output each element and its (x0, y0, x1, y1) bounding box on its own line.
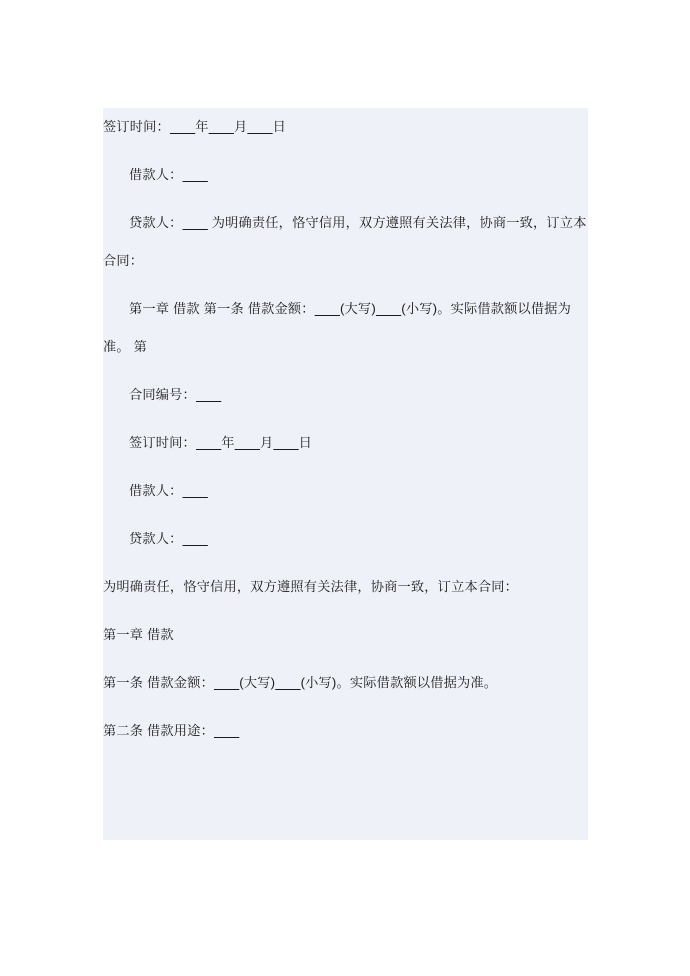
paragraph-block (103, 712, 588, 750)
paragraph-block (103, 376, 588, 414)
paragraph-article-one: 第一条 借款金额： (大写) (小写)。实际借款额以借据为准。 (103, 675, 498, 690)
paragraph-chapter-one-title: 第一章 借款 (103, 627, 174, 642)
fill-in-blank (196, 435, 221, 450)
paragraph-block (103, 156, 588, 194)
paragraph-contract-number: 合同编号： (103, 376, 588, 414)
paragraph-block (103, 616, 588, 654)
fill-in-blank (196, 387, 221, 402)
paragraph-block (103, 568, 588, 606)
paragraph-block (103, 108, 588, 146)
paragraph-block (103, 204, 588, 280)
paragraph-preamble: 为明确责任，恪守信用，双方遵照有关法律，协商一致，订立本合同： (103, 579, 519, 594)
fill-in-blank (247, 119, 272, 134)
paragraph-block (103, 424, 588, 462)
document-content-block (103, 108, 588, 840)
fill-in-blank (235, 435, 260, 450)
fill-in-blank (183, 215, 208, 230)
paragraph-lender-intro: 贷款人： 为明确责任，恪守信用，双方遵照有关法律，协商一致，订立本合同： (103, 215, 587, 268)
fill-in-blank (275, 675, 300, 690)
fill-in-blank (214, 723, 239, 738)
paragraph-chapter-one-merged: 第一章 借款 第一条 借款金额： (大写) (小写)。实际借款额以借据为准。 第 (103, 301, 572, 354)
fill-in-blank (209, 119, 234, 134)
fill-in-blank (315, 301, 340, 316)
paragraph-sign-date-second: 签订时间： 年 月 日 (129, 435, 313, 450)
fill-in-blank (170, 119, 195, 134)
fill-in-blank (214, 675, 239, 690)
paragraph-block (103, 472, 588, 510)
paragraph-block (103, 520, 588, 558)
paragraph-block (103, 664, 588, 702)
paragraph-lender-second: 贷款人： (103, 520, 588, 558)
paragraph-borrower-top: 借款人： (103, 156, 588, 194)
fill-in-blank (183, 483, 208, 498)
paragraph-block (103, 290, 588, 366)
fill-in-blank (183, 167, 208, 182)
fill-in-blank (376, 301, 401, 316)
fill-in-blank (183, 531, 208, 546)
paragraph-article-two: 第二条 借款用途： (103, 712, 588, 750)
fill-in-blank (273, 435, 298, 450)
paragraph-sign-date-top: 签订时间： 年 月 日 (103, 119, 287, 134)
paragraph-borrower-second: 借款人： (103, 472, 588, 510)
